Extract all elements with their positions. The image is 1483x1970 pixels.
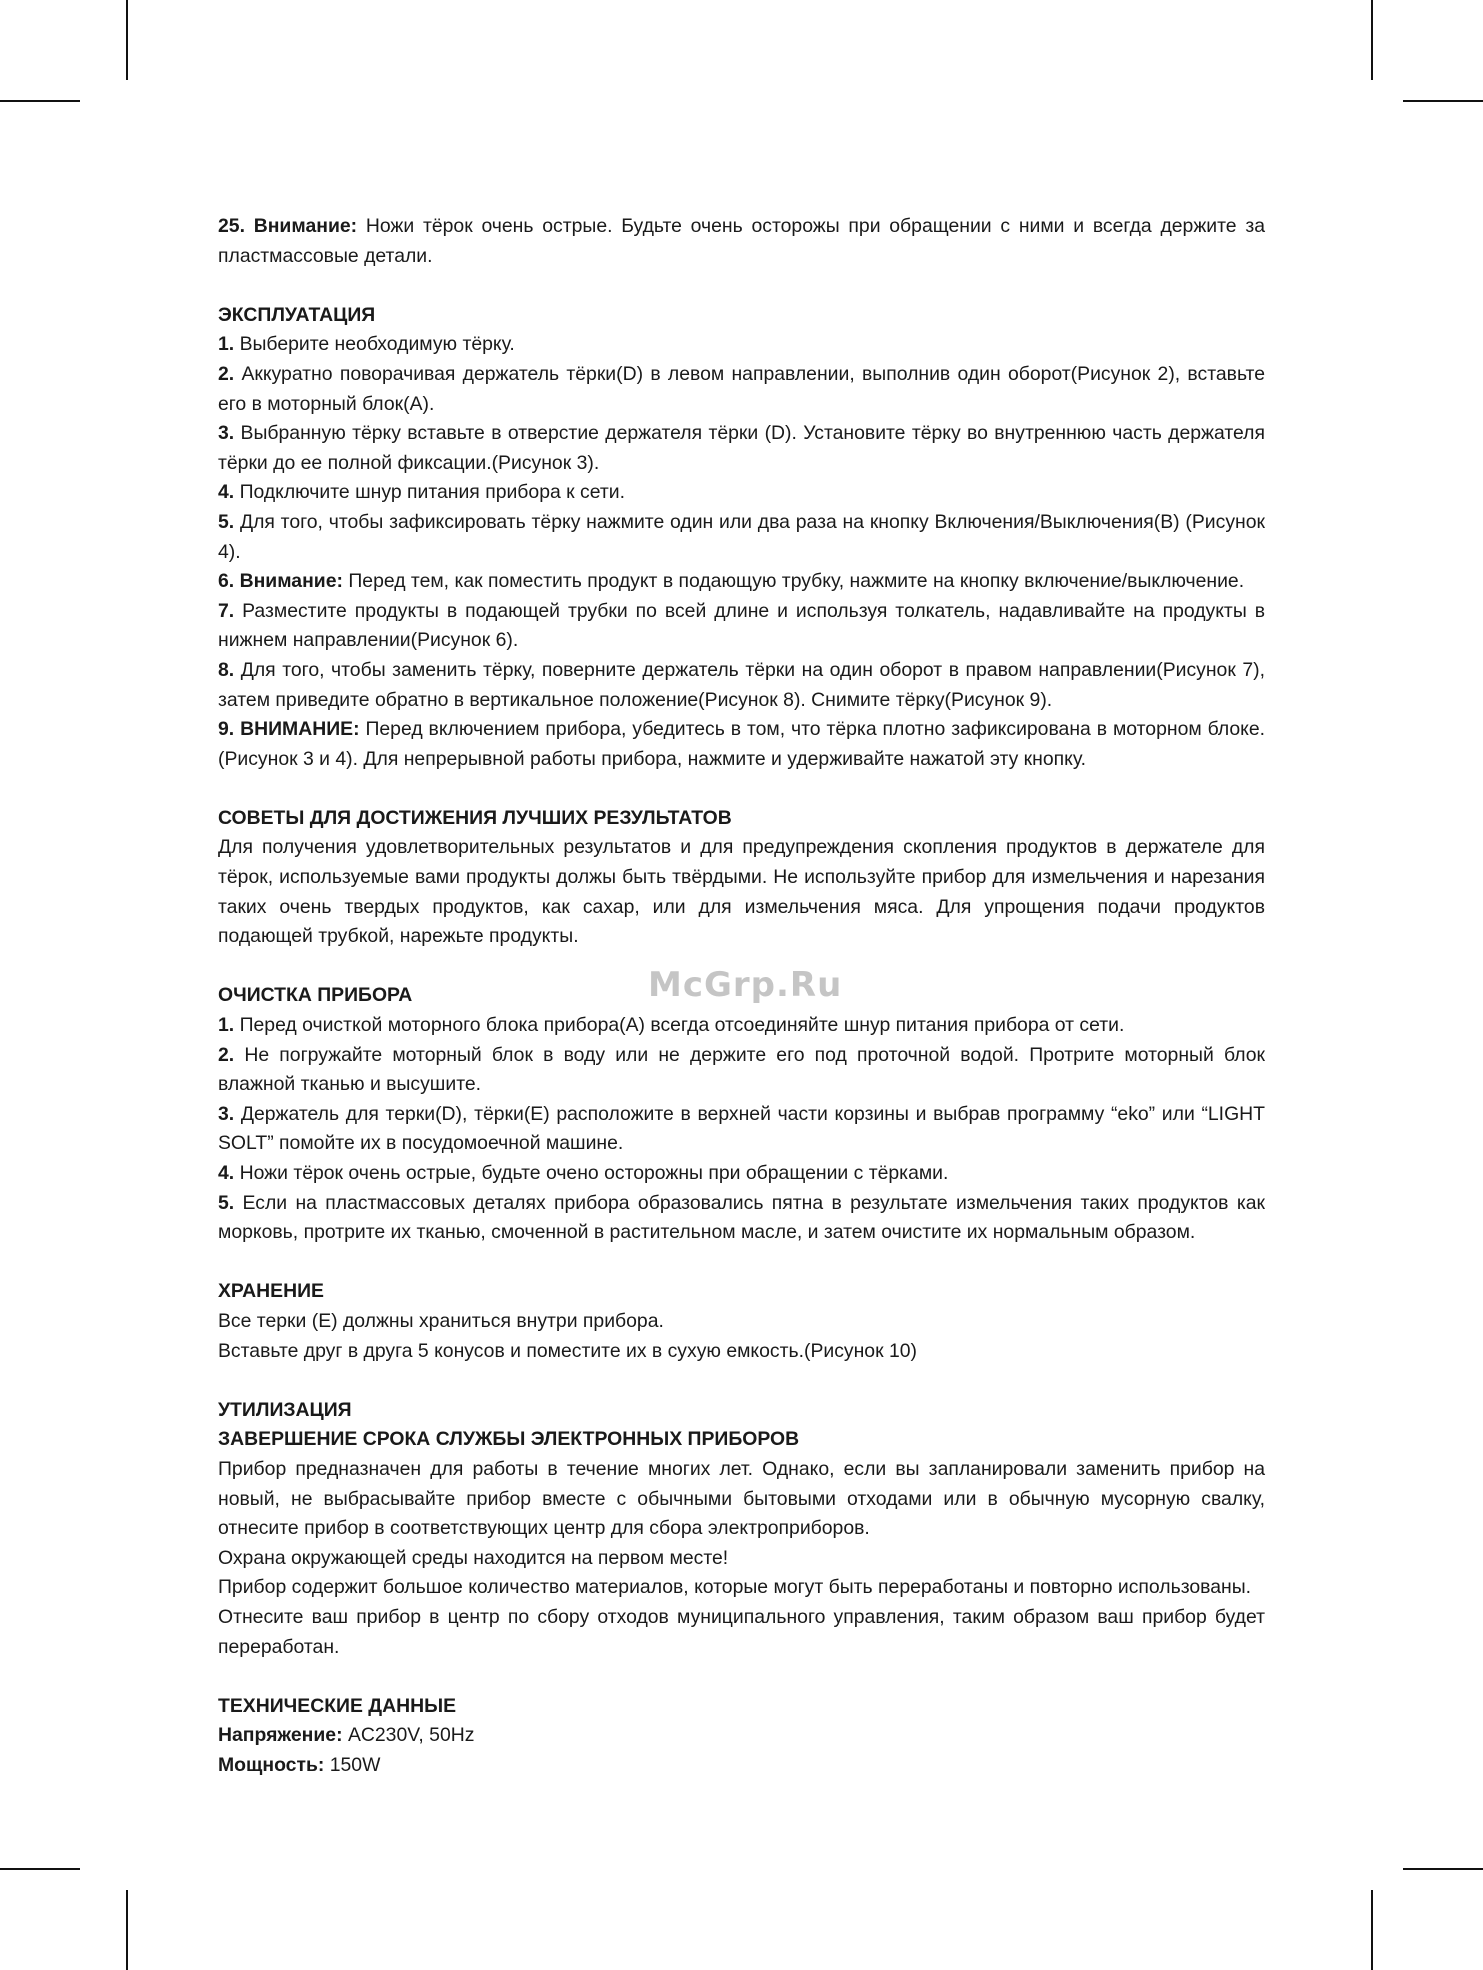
item-text: Перед тем, как поместить продукт в подающую трубку, нажмите на кнопку включение/выключение.	[348, 570, 1245, 593]
storage-section	[218, 1277, 1265, 1366]
crop-mark-bottom-left-horizontal	[0, 1868, 80, 1870]
crop-mark-top-left-vertical	[126, 0, 128, 80]
list-item	[218, 330, 1265, 360]
list-item	[218, 1189, 1265, 1248]
crop-mark-top-right-vertical	[1371, 0, 1373, 80]
crop-mark-bottom-left-vertical	[126, 1890, 128, 1970]
item-number: 4.	[218, 481, 235, 504]
item-number: 7.	[218, 599, 235, 622]
item-number: 1.	[218, 333, 235, 356]
specs-section	[218, 1692, 1265, 1781]
tips-section	[218, 804, 1265, 952]
list-item	[218, 1100, 1265, 1159]
item-text: Держатель для терки(D), тёрки(E) расположите в верхней части корзины и выбрав программу “eko” или “LIGHT SOLT” помойте их в посудомоечной машине.	[218, 1102, 1265, 1155]
item-text: Перед включением прибора, убедитесь в том, что тёрка плотно зафиксирована в моторном блоке.(Рисунок 3 и 4). Для непрерывной работы прибора, нажмите и удерживайте нажатой эту кнопку.	[218, 718, 1266, 770]
tips-text: Для получения удовлетворительных результатов и для предупреждения скопления продуктов в держателе для тёрок, используемые вами продукты должы быть твёрдыми. Не используйте прибор для измельчения и нарезания таких очень твердых продуктов, как сахар, или для измельчения мяса. Для упрощения подачи продуктов подающей трубкой, нарежьте продукты.	[218, 836, 1265, 948]
disposal-subtitle: ЗАВЕРШЕНИЕ СРОКА СЛУЖБЫ ЭЛЕКТРОННЫХ ПРИБОРОВ	[218, 1428, 800, 1451]
item-number: 2.	[218, 362, 235, 385]
spec-voltage	[218, 1721, 1265, 1751]
item-text: Подключите шнур питания прибора к сети.	[239, 481, 625, 504]
disposal-paragraph: Прибор содержит большое количество материалов, которые могут быть переработаны и повторно использованы.	[218, 1576, 1252, 1599]
power-label: Мощность:	[218, 1753, 325, 1776]
item-text: Если на пластмассовых деталях прибора образовались пятна в результате измельчения таких продуктов как морковь, протрите их тканью, смоченной в растительном масле, и затем очистите их нормальным образом.	[218, 1191, 1265, 1244]
list-item	[218, 1041, 1265, 1100]
item-text: Выберите необходимую тёрку.	[239, 333, 515, 356]
item-number: 2.	[218, 1043, 235, 1066]
item-number: 1.	[218, 1014, 235, 1037]
spec-power	[218, 1751, 1265, 1781]
crop-mark-top-right-horizontal	[1403, 100, 1483, 102]
crop-mark-bottom-right-horizontal	[1403, 1868, 1483, 1870]
power-value: 150W	[329, 1753, 381, 1776]
warning-keyword: Внимание:	[253, 215, 358, 237]
list-item	[218, 419, 1265, 478]
item-text: Выбранную тёрку вставьте в отверстие держателя тёрки (D). Установите тёрку во внутреннюю часть держателя тёрки до ее полной фиксации.(Рисунок 3).	[218, 422, 1265, 474]
item-number: 4.	[218, 1162, 235, 1184]
voltage-label: Напряжение:	[218, 1724, 343, 1747]
storage-title: ХРАНЕНИЕ	[218, 1280, 324, 1303]
warning-paragraph	[218, 212, 1265, 271]
disposal-paragraph: Прибор предназначен для работы в течение многих лет. Однако, если вы запланировали заменить прибор на новый, не выбрасывайте прибор вместе с обычными бытовыми отходами или в обычную мусорную свалку, отнесите прибор в соответствующих центр для сбора электроприборов.	[218, 1457, 1265, 1540]
item-number: 6.	[218, 570, 235, 593]
list-item	[218, 1159, 1265, 1189]
specs-title: ТЕХНИЧЕСКИЕ ДАННЫЕ	[218, 1694, 457, 1717]
crop-mark-top-left-horizontal	[0, 100, 80, 102]
tips-title: СОВЕТЫ ДЛЯ ДОСТИЖЕНИЯ ЛУЧШИХ РЕЗУЛЬТАТОВ	[218, 806, 732, 829]
list-item	[218, 478, 1265, 508]
item-number: 8.	[218, 658, 235, 681]
list-item	[218, 715, 1265, 774]
cleaning-title: ОЧИСТКА ПРИБОРА	[218, 984, 413, 1007]
item-text: Ножи тёрок очень острые, будьте очено осторожны при обращении с тёрками.	[239, 1162, 949, 1184]
item-number: 3.	[218, 1102, 235, 1125]
warning-text: Ножи тёрок очень острые. Будьте очень осторожы при обращении с ними и всегда держите за пластмассовые детали.	[218, 215, 1266, 267]
item-text: Разместите продукты в подающей трубки по всей длине и используя толкатель, надавливайте на продукты в нижнем направлении(Рисунок 6).	[218, 599, 1266, 652]
item-number: 3.	[218, 422, 235, 445]
voltage-value: AC230V, 50Hz	[347, 1724, 475, 1747]
list-item	[218, 656, 1265, 715]
list-item	[218, 567, 1265, 597]
item-text: Перед очисткой моторного блока прибора(А) всегда отсоединяйте шнур питания прибора от сети.	[239, 1014, 1125, 1037]
crop-mark-bottom-right-vertical	[1371, 1890, 1373, 1970]
operation-title: ЭКСПЛУАТАЦИЯ	[218, 303, 376, 326]
disposal-section	[218, 1396, 1265, 1662]
watermark: McGrp.Ru	[648, 965, 843, 1005]
list-item	[218, 1011, 1265, 1041]
item-number: 5.	[218, 1191, 235, 1214]
disposal-paragraph: Отнесите ваш прибор в центр по сбору отходов муниципального управления, таким образом ваш прибор будет переработан.	[218, 1605, 1265, 1658]
item-text: Аккуратно поворачивая держатель тёрки(D) в левом направлении, выполнив один оборот(Рисунок 2), вставьте его в моторный блок(А).	[218, 362, 1265, 415]
storage-line: Все терки (Е) должны храниться внутри прибора.	[218, 1309, 664, 1332]
item-number: 5.	[218, 510, 235, 533]
disposal-paragraph: Охрана окружающей среды находится на первом месте!	[218, 1546, 729, 1569]
disposal-title: УТИЛИЗАЦИЯ	[218, 1398, 352, 1421]
operation-section	[218, 301, 1265, 775]
list-item	[218, 360, 1265, 419]
item-keyword: Внимание:	[239, 570, 343, 593]
list-item	[218, 597, 1265, 656]
item-text: Для того, чтобы заменить тёрку, поверните держатель тёрки на один оборот в правом направлении(Рисунок 7), затем приведите обратно в вертикальное положение(Рисунок 8). Снимите тёрку(Рисунок 9).	[218, 658, 1266, 711]
item-text: Для того, чтобы зафиксировать тёрку нажмите один или два раза на кнопку Включения/Выключения(B) (Рисунок 4).	[218, 510, 1265, 563]
item-text: Не погружайте моторный блок в воду или не держите его под проточной водой. Протрите моторный блок влажной тканью и высушите.	[218, 1043, 1265, 1096]
item-number: 25.	[218, 215, 245, 237]
item-keyword: ВНИМАНИЕ:	[240, 718, 360, 741]
cleaning-section	[218, 981, 1265, 1247]
storage-line: Вставьте друг в друга 5 конусов и поместите их в сухую емкость.(Рисунок 10)	[218, 1339, 917, 1362]
item-number: 9.	[218, 718, 235, 741]
list-item	[218, 508, 1265, 567]
